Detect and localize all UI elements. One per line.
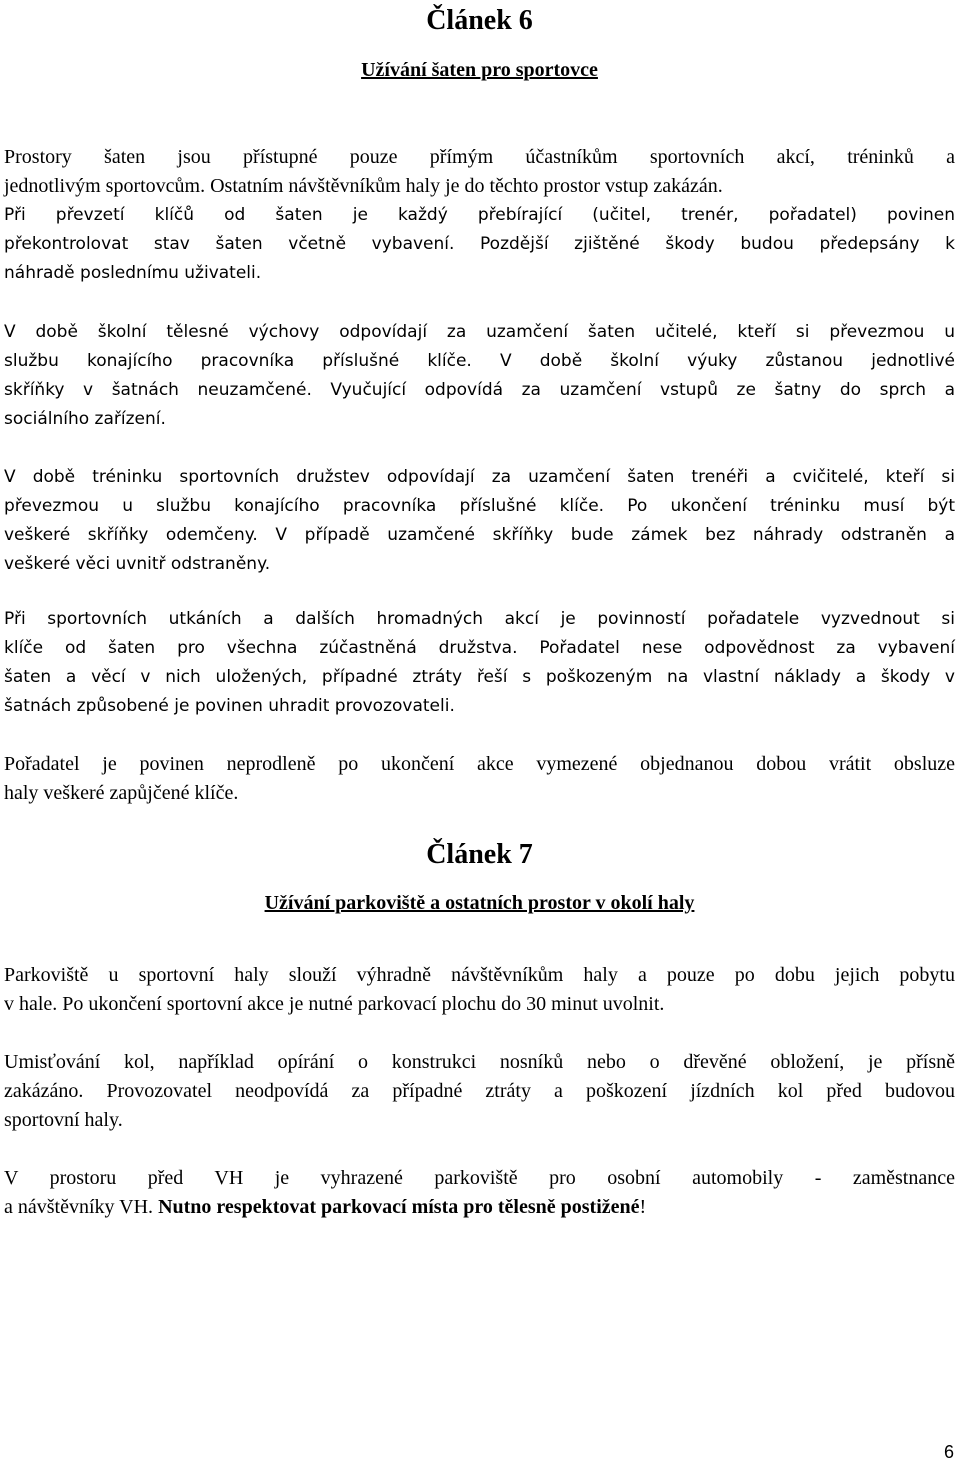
text-line: šaten a věcí v nich uložených, případné ztráty řeší s poškozeným na vlastní náklady a škody v	[4, 667, 955, 687]
text-line: Parkoviště u sportovní haly slouží výhradně návštěvníkům haly a pouze po dobu jejich pobytu	[4, 964, 955, 986]
article-6-paragraph-4	[4, 605, 955, 721]
text-line: náhradě poslednímu uživateli.	[4, 263, 262, 283]
article-7-paragraph-1	[4, 961, 955, 1019]
article-7-paragraph-3	[4, 1164, 955, 1222]
text-line: Při sportovních utkáních a dalších hromadných akcí je povinností pořadatele vyzvednout si	[4, 609, 955, 629]
text-line: převezmou u službu konajícího pracovníka příslušné klíče. Po ukončení tréninku musí být	[4, 496, 955, 516]
text-line: v hale. Po ukončení sportovní akce je nutné parkovací plochu do 30 minut uvolnit.	[4, 993, 665, 1015]
text-line: sportovní haly.	[4, 1109, 123, 1131]
text-run: !	[639, 1196, 647, 1218]
text-line	[4, 1193, 955, 1222]
article-6-title: Článek 6	[426, 5, 533, 36]
text-line: skříňky v šatnách neuzamčené. Vyučující odpovídá za uzamčení vstupů ze šatny do sprch a	[4, 380, 955, 400]
article-6-subtitle: Užívání šaten pro sportovce	[361, 59, 598, 81]
text-line: klíče od šaten pro všechna zúčastněná družstva. Pořadatel nese odpovědnost za vybavení	[4, 638, 955, 658]
text-line: Umisťování kol, například opírání o konstrukci nosníků nebo o dřevěné obložení, je přísně	[4, 1051, 955, 1073]
article-6-paragraph-5	[4, 750, 955, 808]
text-line: jednotlivým sportovcům. Ostatním návštěvníkům haly je do těchto prostor vstup zakázán.	[4, 175, 723, 197]
article-6-paragraph-3	[4, 463, 955, 579]
bold-emphasis: Nutno respektovat parkovací místa pro tělesně postižené	[158, 1196, 640, 1218]
text-line: V době školní tělesné výchovy odpovídají za uzamčení šaten učitelé, kteří si převezmou u	[4, 322, 955, 342]
text-line: překontrolovat stav šaten včetně vybavení. Pozdější zjištěné škody budou předepsány k	[4, 234, 955, 254]
text-line: Při převzetí klíčů od šaten je každý přebírající (učitel, trenér, pořadatel) povinen	[4, 205, 955, 225]
text-line: sociálního zařízení.	[4, 409, 166, 429]
text-line: zakázáno. Provozovatel neodpovídá za případné ztráty a poškození jízdních kol před budovou	[4, 1080, 955, 1102]
text-line: veškeré věci uvnitř odstraněny.	[4, 554, 271, 574]
article-7-title: Článek 7	[426, 839, 533, 870]
article-7-paragraph-2	[4, 1048, 955, 1135]
text-line: veškeré skříňky odemčeny. V případě uzamčené skříňky bude zámek bez náhrady odstraněn a	[4, 525, 955, 545]
text-line: Pořadatel je povinen neprodleně po ukončení akce vymezené objednanou dobou vrátit obsluze	[4, 753, 955, 775]
text-line: šatnách způsobené je povinen uhradit provozovateli.	[4, 696, 455, 716]
text-run: a návštěvníky VH.	[4, 1196, 159, 1218]
text-line: V prostoru před VH je vyhrazené parkoviště pro osobní automobily - zaměstnance	[4, 1167, 955, 1189]
text-line: V době tréninku sportovních družstev odpovídají za uzamčení šaten trenéři a cvičitelé, kteří si	[4, 467, 955, 487]
article-6-paragraph-2	[4, 318, 955, 434]
text-line: haly veškeré zapůjčené klíče.	[4, 782, 239, 804]
text-line: službu konajícího pracovníka příslušné klíče. V době školní výuky zůstanou jednotlivé	[4, 351, 955, 371]
article-6-paragraph-1	[4, 143, 955, 288]
page-number: 6	[943, 1442, 954, 1462]
article-7-subtitle: Užívání parkoviště a ostatních prostor v okolí haly	[264, 892, 695, 914]
text-line: Prostory šaten jsou přístupné pouze přímým účastníkům sportovních akcí, tréninků a	[4, 146, 955, 168]
